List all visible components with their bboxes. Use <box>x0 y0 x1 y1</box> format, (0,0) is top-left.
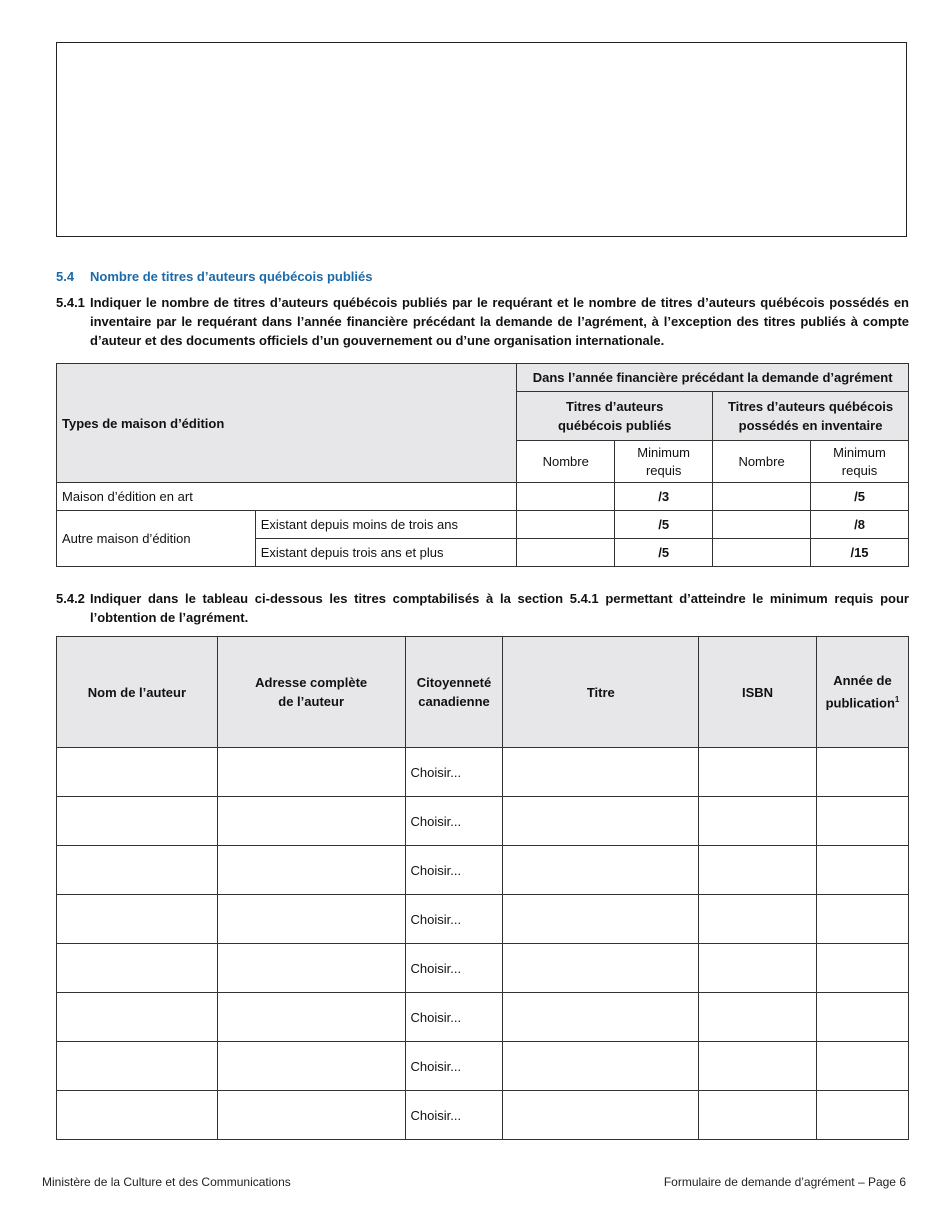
minimum-line1: Minimum <box>833 444 886 460</box>
citizenship-dropdown[interactable] <box>405 846 503 895</box>
row-other-b-label: Existant depuis trois ans et plus <box>255 539 517 567</box>
dropdown-value: Choisir... <box>410 1107 462 1123</box>
dropdown-value: Choisir... <box>410 911 462 927</box>
row-art-inv-count[interactable] <box>713 483 811 511</box>
isbn-field[interactable] <box>699 1091 817 1140</box>
table-row <box>57 993 909 1042</box>
header-year: Dans l’année financière précédant la demande d’agrément <box>517 364 909 392</box>
footnote-mark: 1 <box>894 695 900 705</box>
header-pub-minimum <box>615 441 713 483</box>
year-field[interactable] <box>816 944 908 993</box>
row-art-pub-count[interactable] <box>517 483 615 511</box>
citizenship-dropdown[interactable] <box>405 944 503 993</box>
section-number: 5.4 <box>56 269 75 284</box>
header-year-line2: publication <box>825 695 895 711</box>
row-other-a-inv-count[interactable] <box>713 511 811 539</box>
author-field[interactable] <box>57 797 218 846</box>
author-field[interactable] <box>57 944 218 993</box>
header-citizenship-line1: Citoyenneté <box>416 675 492 690</box>
row-art-label: Maison d’édition en art <box>57 483 517 511</box>
question-5-4-1 <box>56 293 909 350</box>
section-title <box>56 269 372 284</box>
question-text: Indiquer le nombre de titres d’auteurs québécois publiés par le requérant et le nombre de titres d’auteurs québécois possédés en inventaire par le requérant dans l’année financière précédant la demande de l’agrément, à l’exception des titres publiés à compte d’auteur et des documents officiels d’un gouvernement ou d’une organisation internationale. <box>90 295 909 348</box>
row-other-b-inv-min: /15 <box>811 539 909 567</box>
address-field[interactable] <box>217 1091 405 1140</box>
dropdown-value: Choisir... <box>410 1058 462 1074</box>
year-field[interactable] <box>816 993 908 1042</box>
row-other-label: Autre maison d’édition <box>57 511 256 567</box>
dropdown-value: Choisir... <box>410 960 462 976</box>
author-field[interactable] <box>57 895 218 944</box>
citizenship-dropdown[interactable] <box>405 895 503 944</box>
year-field[interactable] <box>816 1091 908 1140</box>
table-row <box>57 1091 909 1140</box>
row-other-b-pub-count[interactable] <box>517 539 615 567</box>
address-field[interactable] <box>217 797 405 846</box>
isbn-field[interactable] <box>699 1042 817 1091</box>
table-row <box>57 797 909 846</box>
title-field[interactable] <box>503 846 699 895</box>
header-author: Nom de l’auteur <box>57 637 218 748</box>
header-inventory-line1: Titres d’auteurs québécois <box>727 399 894 414</box>
isbn-field[interactable] <box>699 846 817 895</box>
free-text-box[interactable] <box>56 42 907 237</box>
address-field[interactable] <box>217 748 405 797</box>
header-published <box>517 392 713 441</box>
citizenship-dropdown[interactable] <box>405 797 503 846</box>
address-field[interactable] <box>217 1042 405 1091</box>
header-inv-minimum <box>811 441 909 483</box>
row-other-b-inv-count[interactable] <box>713 539 811 567</box>
year-field[interactable] <box>816 846 908 895</box>
title-field[interactable] <box>503 797 699 846</box>
row-other-a-pub-min: /5 <box>615 511 713 539</box>
section-title-text: Nombre de titres d’auteurs québécois publiés <box>90 269 373 284</box>
author-field[interactable] <box>57 1091 218 1140</box>
table-row <box>57 1042 909 1091</box>
row-other-b-pub-min: /5 <box>615 539 713 567</box>
title-field[interactable] <box>503 748 699 797</box>
citizenship-dropdown[interactable] <box>405 748 503 797</box>
table-row <box>57 748 909 797</box>
title-field[interactable] <box>503 993 699 1042</box>
row-other-a-label: Existant depuis moins de trois ans <box>255 511 517 539</box>
dropdown-value: Choisir... <box>410 813 462 829</box>
table-row <box>57 483 909 511</box>
title-field[interactable] <box>503 944 699 993</box>
address-field[interactable] <box>217 944 405 993</box>
author-field[interactable] <box>57 846 218 895</box>
dropdown-value: Choisir... <box>410 862 462 878</box>
question-number: 5.4.1 <box>56 295 85 310</box>
row-other-a-inv-min: /8 <box>811 511 909 539</box>
row-other-a-pub-count[interactable] <box>517 511 615 539</box>
title-field[interactable] <box>503 1042 699 1091</box>
titles-count-table <box>56 363 909 567</box>
footer-page: Formulaire de demande d’agrément – Page 6 <box>663 1175 906 1189</box>
question-number: 5.4.2 <box>56 591 85 606</box>
header-year-line1: Année de <box>833 673 892 689</box>
year-field[interactable] <box>816 895 908 944</box>
table-row <box>57 944 909 993</box>
header-citizenship-line2: canadienne <box>418 694 490 709</box>
header-address <box>217 637 405 748</box>
table-row <box>57 846 909 895</box>
question-text: Indiquer dans le tableau ci-dessous les titres comptabilisés à la section 5.4.1 permettant d’atteindre le minimum requis pour l’obtention de l’agrément. <box>90 591 909 625</box>
footer-ministry: Ministère de la Culture et des Communications <box>42 1175 291 1189</box>
header-isbn: ISBN <box>699 637 817 748</box>
citizenship-dropdown[interactable] <box>405 1091 503 1140</box>
isbn-field[interactable] <box>699 748 817 797</box>
author-field[interactable] <box>57 748 218 797</box>
citizenship-dropdown[interactable] <box>405 993 503 1042</box>
header-inventory-line2: possédés en inventaire <box>738 418 883 433</box>
header-published-line1: Titres d’auteurs <box>566 399 664 414</box>
year-field[interactable] <box>816 748 908 797</box>
isbn-field[interactable] <box>699 895 817 944</box>
table-row <box>57 895 909 944</box>
dropdown-value: Choisir... <box>410 1009 462 1025</box>
row-art-inv-min: /5 <box>811 483 909 511</box>
isbn-field[interactable] <box>699 944 817 993</box>
header-year <box>816 637 908 748</box>
header-inv-nombre: Nombre <box>713 441 811 483</box>
header-pub-nombre: Nombre <box>517 441 615 483</box>
author-field[interactable] <box>57 993 218 1042</box>
dropdown-value: Choisir... <box>410 764 462 780</box>
address-field[interactable] <box>217 846 405 895</box>
minimum-line2: requis <box>841 462 878 478</box>
year-field[interactable] <box>816 797 908 846</box>
isbn-field[interactable] <box>699 993 817 1042</box>
year-field[interactable] <box>816 1042 908 1091</box>
header-inventory <box>713 392 909 441</box>
title-field[interactable] <box>503 895 699 944</box>
header-address-line1: Adresse complète <box>255 675 368 690</box>
isbn-field[interactable] <box>699 797 817 846</box>
minimum-line1: Minimum <box>637 444 691 460</box>
address-field[interactable] <box>217 895 405 944</box>
header-published-line2: québécois publiés <box>557 418 672 433</box>
header-types: Types de maison d’édition <box>57 364 517 483</box>
titles-detail-table <box>56 636 909 1140</box>
table-row <box>57 511 909 539</box>
question-5-4-2 <box>56 589 909 627</box>
address-field[interactable] <box>217 993 405 1042</box>
header-address-line2: de l’auteur <box>278 694 345 709</box>
author-field[interactable] <box>57 1042 218 1091</box>
title-field[interactable] <box>503 1091 699 1140</box>
minimum-line2: requis <box>645 462 682 478</box>
citizenship-dropdown[interactable] <box>405 1042 503 1091</box>
header-title: Titre <box>503 637 699 748</box>
row-art-pub-min: /3 <box>615 483 713 511</box>
header-citizenship <box>405 637 503 748</box>
